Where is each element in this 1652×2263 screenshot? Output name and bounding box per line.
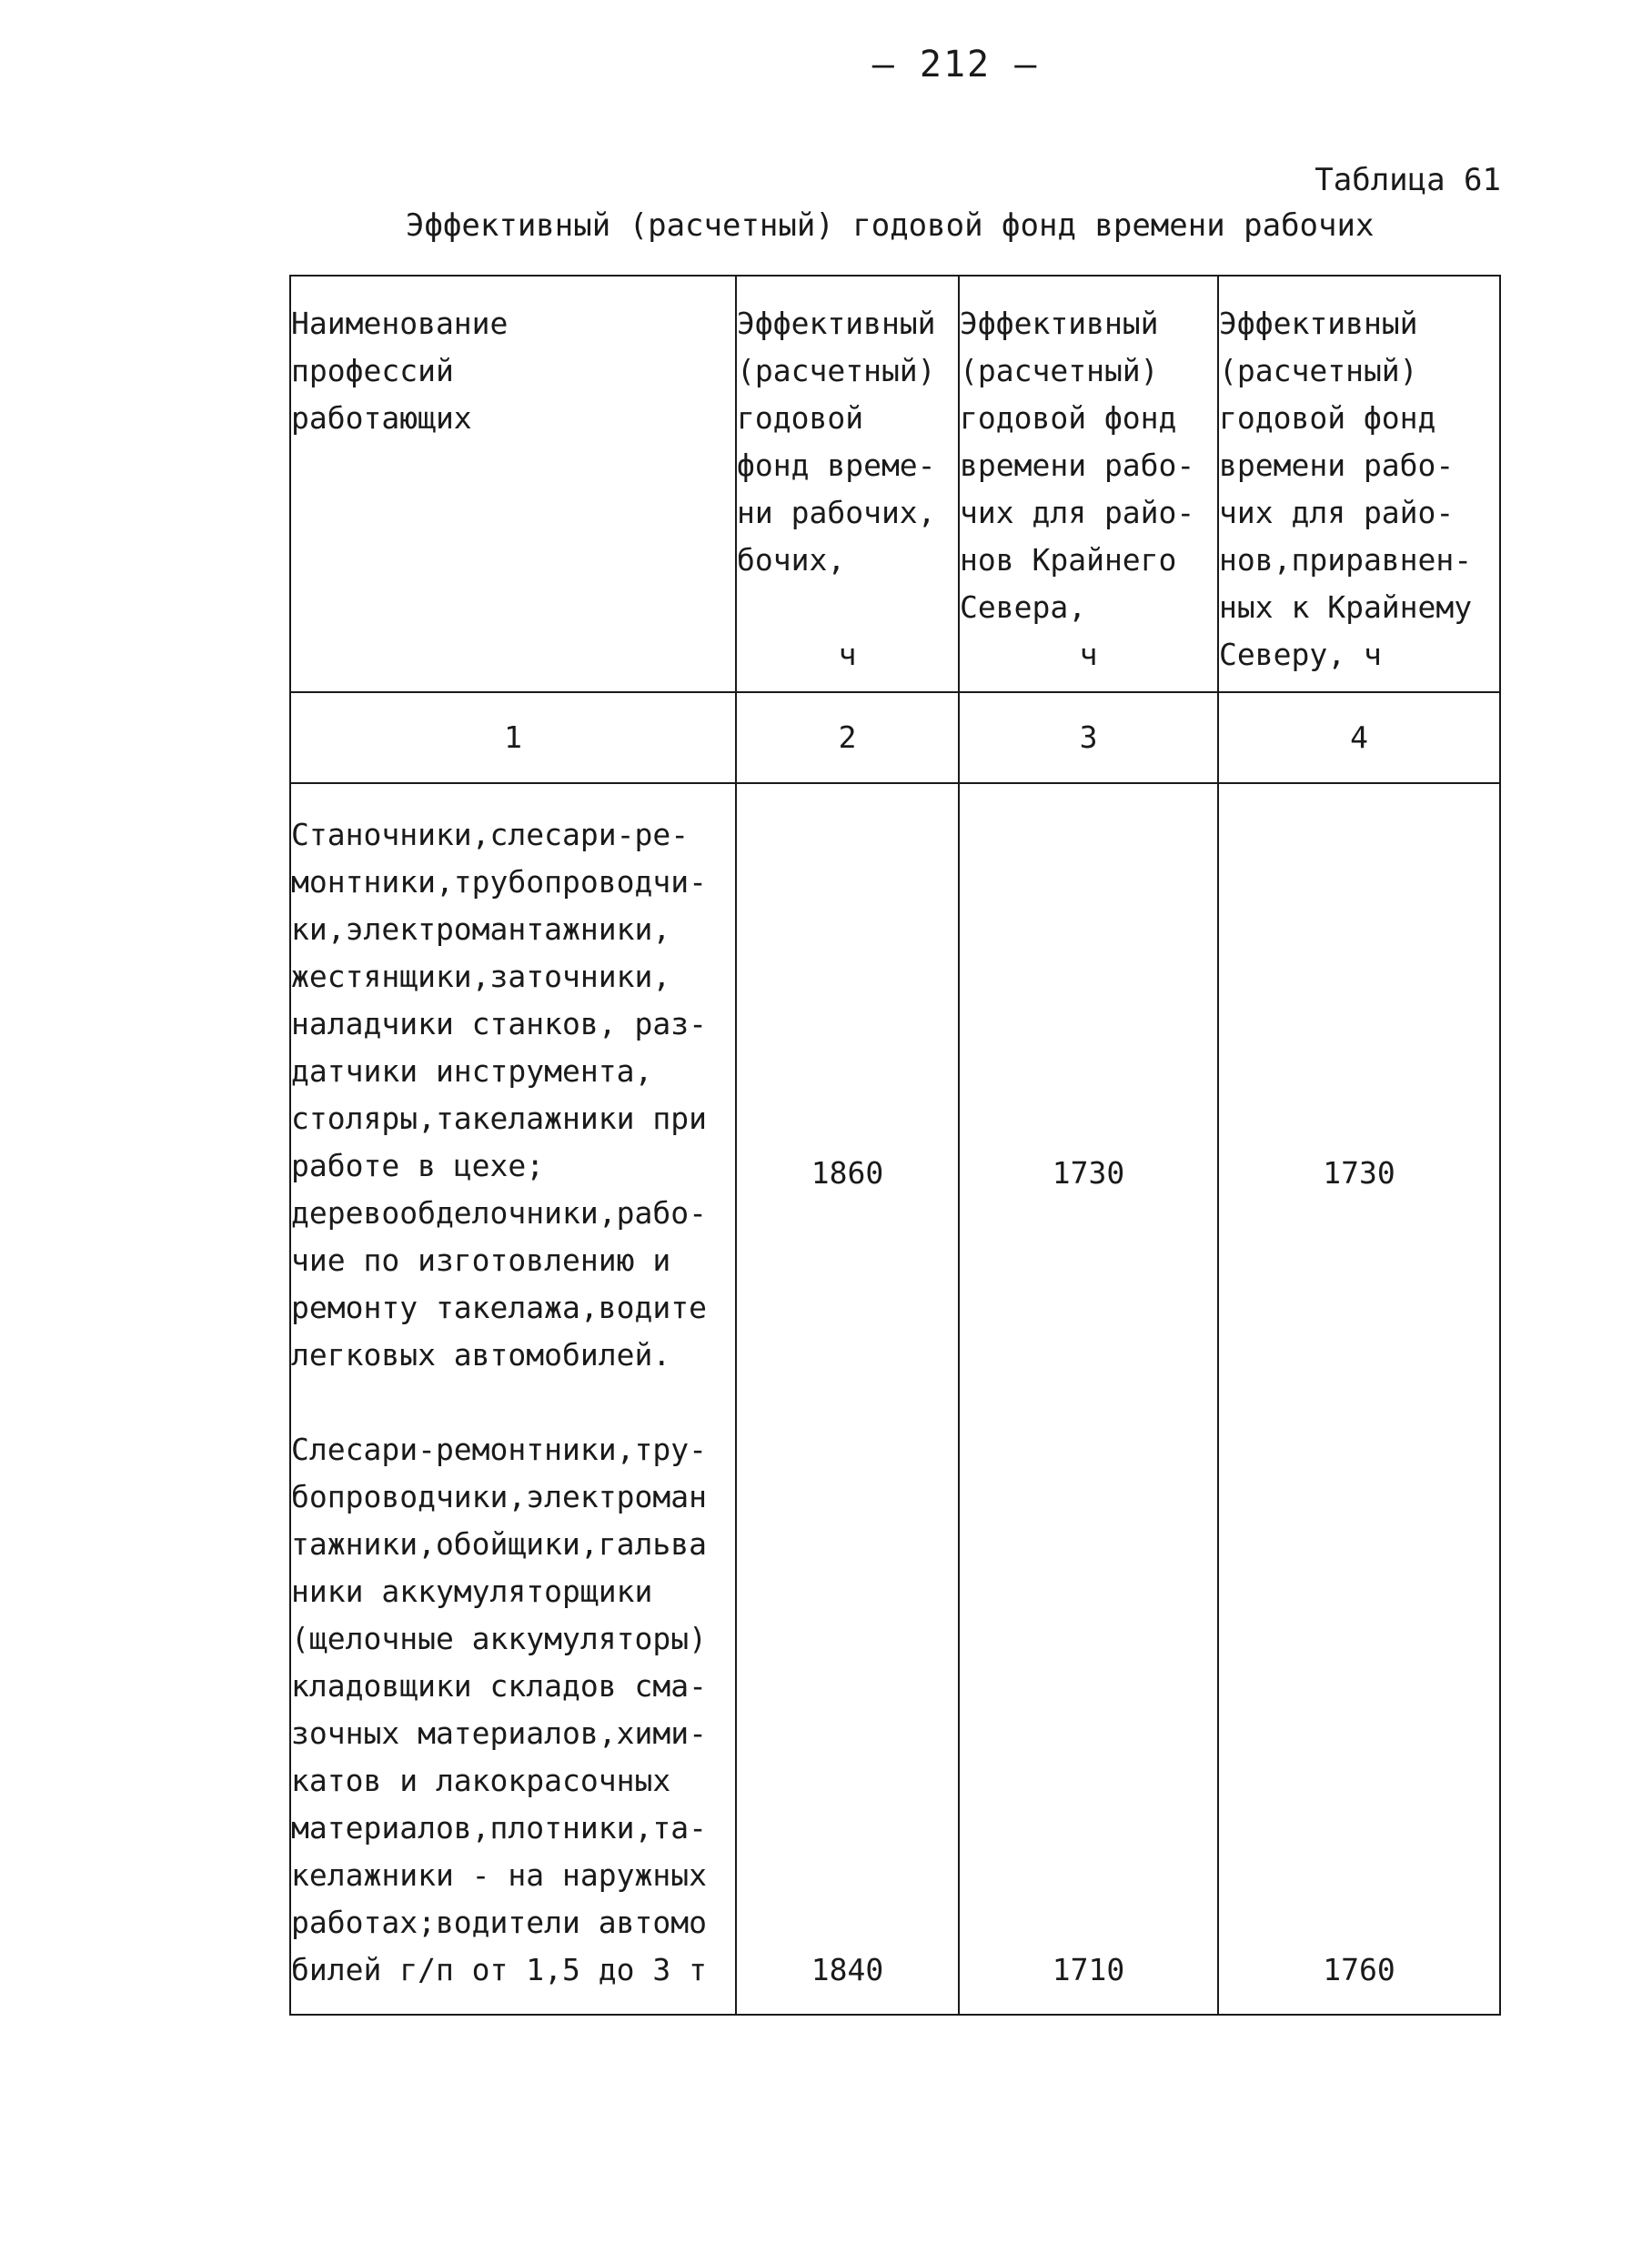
column-number: 3 [959,692,1218,783]
header-fund-unit: ч [838,637,857,672]
table-row [290,1379,1500,2015]
fund-north-cell [959,1379,1218,2015]
fund-equal-north-cell [1218,783,1500,1379]
table-caption: Таблица 61 [1315,162,1501,198]
header-fund: Эффективный (расчетный) годовой фонд време- ни рабочих, бочих, ч [736,276,959,692]
table-title: Эффективный (расчетный) годовой фонд времени рабочих [406,207,1375,244]
page-number: – 212 – [871,44,1039,85]
profession-cell: Станочники,слесари-ре- монтники,трубопроводчи- ки,электромантажники, жестянщики,заточники, наладчики станков, раз- датчики инструмента, столяры,такелажники при работе в цехе; деревообделочники,рабо- чие по изготовлению и ремонту такелажа,водите легковых автомобилей. [290,783,736,1379]
profession-cell: Слесари-ремонтники,тру- бопроводчики,электроман тажники,обойщики,гальва ники аккумуляторщики (щелочные аккумуляторы) кладовщики складов сма- зочных материалов,хими- катов и лакокрасочных материалов,плотники,та- келажники - на наружных работах;водители автомо билей г/п от 1,5 до 3 т [290,1379,736,2015]
header-fund-north-unit: ч [1079,637,1098,672]
table-header-row [290,276,1500,692]
fund-cell [736,1379,959,2015]
fund-equal-north-value: 1760 [1323,1952,1395,1987]
column-number: 1 [290,692,736,783]
header-fund-north: Эффективный (расчетный) годовой фонд времени рабо- чих для райо- нов Крайнего Севера, ч [959,276,1218,692]
work-time-table [289,275,1501,2016]
fund-equal-north-value: 1730 [1323,1155,1395,1191]
fund-north-cell [959,783,1218,1379]
header-profession: Наименование профессий работающих [290,276,736,692]
fund-value: 1840 [811,1952,884,1987]
fund-cell [736,783,959,1379]
column-number: 2 [736,692,959,783]
fund-north-value: 1730 [1052,1155,1125,1191]
column-number: 4 [1218,692,1500,783]
fund-value: 1860 [811,1155,884,1191]
column-number-row [290,692,1500,783]
header-fund-equal-north: Эффективный (расчетный) годовой фонд времени рабо- чих для райо- нов,приравнен- ных к Крайнему Северу, ч [1218,276,1500,692]
fund-equal-north-cell [1218,1379,1500,2015]
table-row [290,783,1500,1379]
fund-north-value: 1710 [1052,1952,1125,1987]
